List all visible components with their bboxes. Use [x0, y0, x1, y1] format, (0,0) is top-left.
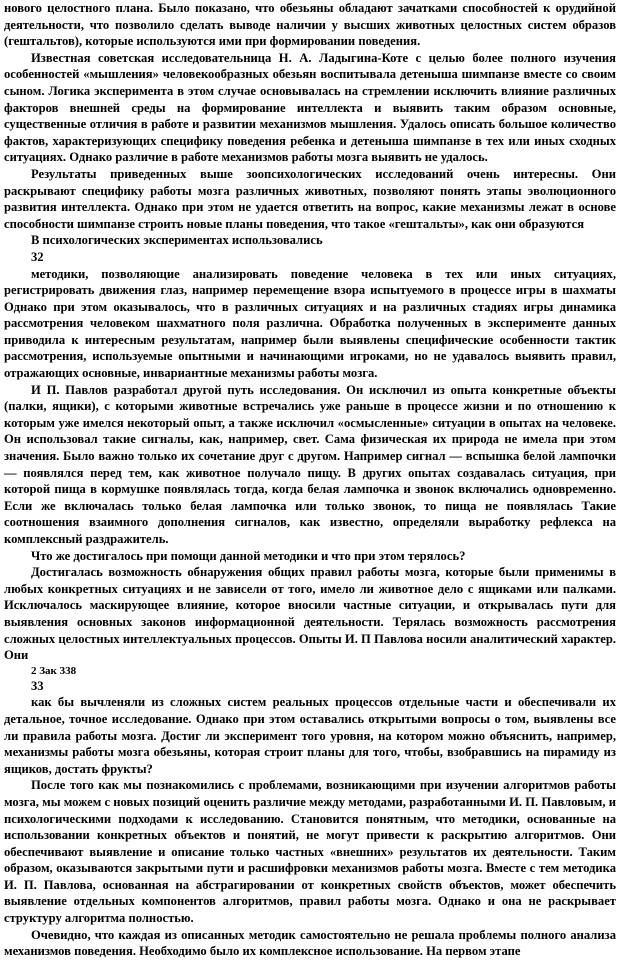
- paragraph-eye-movement-methods: методики, позволяющие анализировать поведение человека в тех или иных ситуациях, регистрировать движения глаз, например перемещение взора испытуемого в процессе игры в шахматы Однако при этом оказывалось, что в различных ситуациях и на различных стадиях игры динамика рассмотрения человеком шахматного поля различна. Обработка полученных в эксперименте данных приводила к интересным результатам, например были выявлены специфические особенности тактик рассмотрения, используемые опытными и начинающими игроками, но не удавалось выявить правил, отражающих основные, инвариантные механизмы работы мозга.: [4, 266, 616, 381]
- paragraph-question: Что же достигалось при помощи данной методики и что при этом терялось?: [31, 548, 466, 563]
- page-number-33: 33: [31, 678, 44, 693]
- paragraph-ladygina-kohts: Известная советская исследовательница Н. А. Ладыгина-Коте с целью более полного изучения особенностей «мышления» человекообразных обезьян воспитывала детеныша шимпанзе вместе со своим сыном. Логика эксперимента в этом случае основывалась на стремлении исключить влияние различных факторов внешней среды на формирование интеллекта и выявить таким образом основные, существенные отличия в работе и развитии механизмов мышления. Удалось описать большое количество фактов, характеризующих специфику поведения ребенка и детеныша шимпанзе в тех или иных сходных ситуациях. Однако различие в работе механизмов работы мозга выявить не удалось.: [4, 50, 616, 165]
- printer-signature: 2 Зак 338: [31, 664, 77, 677]
- paragraph-zoopsychology-results: Результаты приведенных выше зоопсихологических исследований очень интересны. Они раскрывают специфику работы мозга различных животных, позволяют понять этапы эволюционного развития интеллекта. Однако при этом не удается ответить на вопрос, какие механизмы лежат в основе способности шимпанзе строить новые планы поведения, что такое «гештальты», как они образуются: [4, 166, 616, 231]
- paragraph-psychological-experiments: В психологических экспериментах использовались: [31, 233, 323, 248]
- paragraph-complex-use: Очевидно, что каждая из описанных методик самостоятельно не решала проблемы полного анализа механизмов поведения. Необходимо было их комплексное использование. На первом этапе: [4, 927, 616, 959]
- page-number-32: 32: [31, 249, 44, 264]
- paragraph-achievements-losses: Достигалась возможность обнаружения общих правил работы мозга, которые были применимы в любых конкретных ситуациях и не зависели от того, имело ли животное дело с ящиками или палками. Исключалось маскирующее влияние, которое вносили частные ситуации, и открывалась пути для выявления основных законов информационной деятельности. Терялась возможность рассмотрения сложных целостных интеллектуальных процессов. Опыты И. П Павлова носили аналитический характер. Они: [4, 565, 616, 663]
- paragraph-analytical-character: как бы вычленяли из сложных систем реальных процессов отдельные части и обеспечивали их детальное, точное исследование. Однако при этом оставались открытыми вопросы о том, выявлены все ли правила работы мозга. Достиг ли эксперимент того уровня, на котором можно объяснить, например, механизмы работы мозга обезьяны, которая строит планы для того, чтобы, взобравшись на пирамиду из ящиков, достать фрукты?: [4, 695, 616, 776]
- paragraph-pavlov-method: И П. Павлов разработал другой путь исследования. Он исключил из опыта конкретные объекты (палки, ящики), с которыми животные встречались уже раньше в процессе жизни и по отношению к которым уже имелся некоторый опыт, а также исключил «осмысленные» ситуации в опытах на человеке. Он использовал такие сигналы, как, например, свет. Сама физическая их природа не имела при этом значения. Было важно только их сочетание друг с другом. Например сигнал — вспышка белой лампочки — появлялся перед тем, как животное получало пищу. В других опытах создавалась ситуация, при которой пища в кормушке появлялась тогда, когда белая лампочка и звонок включались одновременно. Если же включалась только белая лампочка или только звонок, то пища не появлялась Такие соотношения взаимного дополнения сигналов, как известно, определяли выработку рефлекса на комплексный раздражитель.: [4, 382, 616, 546]
- paragraph-continuation: нового целостного плана. Было показано, что обезьяны обладают зачатками способностей к орудийной деятельности, что позволило сделать выводе наличии у высших животных целостных систем образов (гештальтов), которые используются ими при формировании поведения.: [4, 1, 616, 49]
- paragraph-algorithm-comparison: После того как мы познакомились с проблемами, возникающими при изучении алгоритмов работы мозга, мы можем с новых позиций оценить различие между методами, разработанными И. П. Павловым, и психологическими подходами к исследованию. Становится понятным, что методики, основанные на использовании конкретных объектов и понятий, не могут привести к раскрытию алгоритмов. Они обеспечивают выявление и описание только частных «внешних» результатов их деятельности. Таким образом, оказываются закрытыми пути и расшифровки механизмов работы мозга. Вместе с тем методика И. П. Павлова, основанная на абстрагировании от конкретных свойств объектов, может обеспечить выявление отдельных компонентов алгоритмов, правил работы мозга. Однако и она не раскрывает структуру алгоритма полностью.: [4, 778, 616, 926]
